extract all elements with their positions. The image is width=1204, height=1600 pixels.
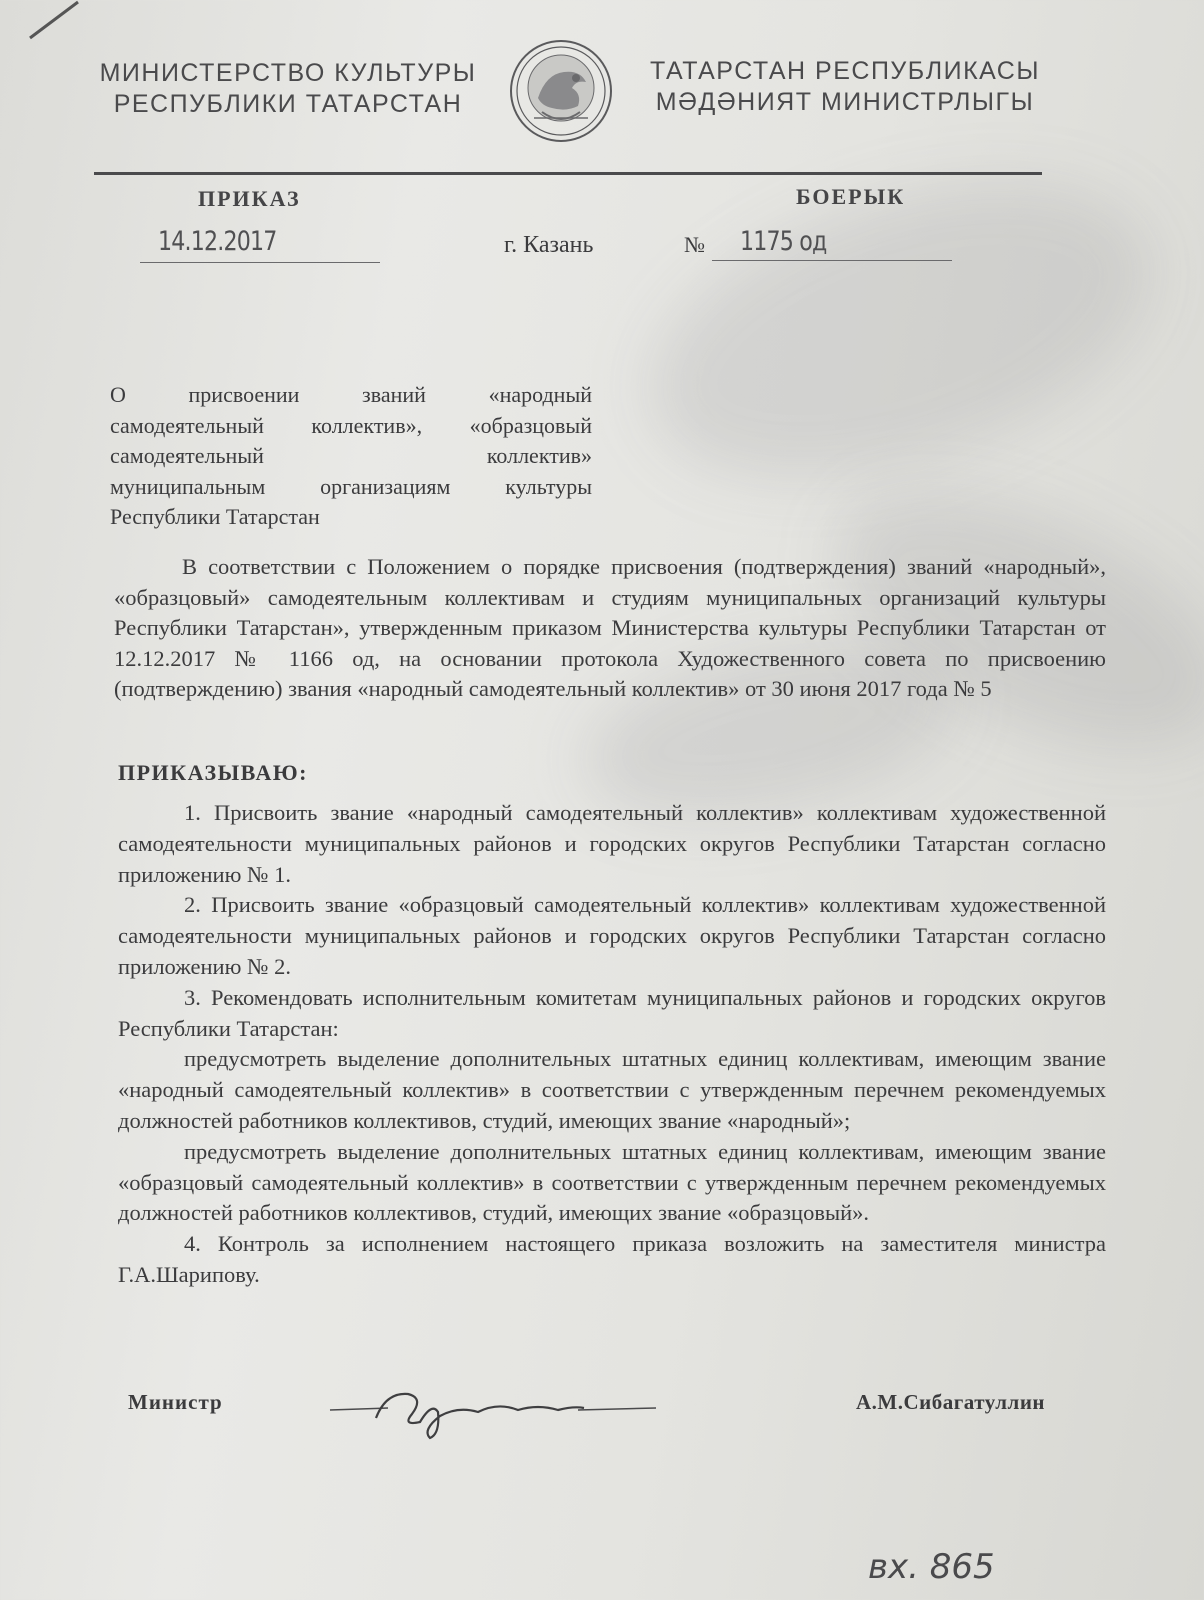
date-underline bbox=[140, 262, 380, 263]
order-date: 14.12.2017 bbox=[158, 226, 277, 257]
order-item: предусмотреть выделение дополнительных штатных единиц коллективам, имеющим звание «народный самодеятельный коллектив» в соответствии с утвержденным перечнем рекомендуемых должностей работников коллективов, студий, имеющих звание «народный»; bbox=[118, 1046, 1106, 1133]
header-left-line1: МИНИСТЕРСТВО КУЛЬТУРЫ bbox=[99, 59, 477, 87]
subject-line: Республики Татарстан bbox=[110, 504, 320, 529]
incoming-registration-mark bbox=[866, 1534, 1016, 1594]
header-left-line2: РЕСПУБЛИКИ ТАТАРСТАН bbox=[113, 90, 463, 118]
order-title-tt: БОЕРЫК bbox=[796, 184, 906, 209]
subject-line: муниципальным организациям культуры bbox=[110, 473, 592, 499]
ministry-header-ru bbox=[98, 58, 478, 120]
order-title-ru: ПРИКАЗ bbox=[198, 186, 301, 211]
coat-of-arms-icon bbox=[506, 36, 616, 146]
order-item: предусмотреть выделение дополнительных штатных единиц коллективам, имеющим звание «образцовый самодеятельный коллектив» в соответствии с утвержденным перечнем рекомендуемых должностей работников коллективов, студий, имеющих звание «образцовый». bbox=[118, 1138, 1106, 1226]
corner-pen-mark bbox=[0, 0, 90, 40]
incoming-mark-text: вх. 865 bbox=[868, 1547, 995, 1587]
subject-line: О присвоении званий «народный bbox=[110, 382, 592, 407]
signature-icon bbox=[328, 1372, 658, 1442]
preamble-block bbox=[114, 552, 1106, 705]
signatory-title: Министр bbox=[128, 1390, 223, 1414]
ministry-header-tt bbox=[650, 56, 1040, 118]
order-item: 3. Рекомендовать исполнительным комитетам муниципальных районов и городских округов Республики Татарстан: bbox=[118, 984, 1106, 1041]
subject-line: самодеятельный коллектив» bbox=[110, 443, 592, 468]
order-number: 1175 од bbox=[740, 226, 827, 257]
preamble-text: В соответствии с Положением о порядке присвоения (подтверждения) званий «народный», «образцовый» самодеятельным коллективам и студиям муниципальных организаций культуры Республики Татарстан», утвержденным приказом Министерства культуры Республики Татарстан от 12.12.2017 № 1166 од, на основании протокола Художественного совета по присвоению (подтверждению) звания «народный самодеятельный коллектив» от 30 июня 2017 года № 5 bbox=[114, 554, 1106, 701]
number-underline bbox=[712, 260, 952, 261]
order-item: 1. Присвоить звание «народный самодеятельный коллектив» коллективам художественной самодеятельности муниципальных районов и городских округов Республики Татарстан согласно приложению № 1. bbox=[118, 800, 1106, 887]
signatory-name: А.М.Сибагатуллин bbox=[856, 1390, 1046, 1414]
order-items bbox=[118, 798, 1106, 1291]
order-item: 4. Контроль за исполнением настоящего приказа возложить на заместителя министра Г.А.Шарипову. bbox=[118, 1231, 1106, 1287]
order-directive-heading: ПРИКАЗЫВАЮ: bbox=[118, 760, 308, 785]
header-right-line2: МӘДӘНИЯТ МИНИСТРЛЫГЫ bbox=[655, 88, 1035, 116]
order-city: г. Казань bbox=[504, 232, 594, 258]
header-divider bbox=[94, 172, 1042, 175]
subject-line: самодеятельный коллектив», «образцовый bbox=[110, 412, 592, 438]
header-right-line1: ТАТАРСТАН РЕСПУБЛИКАСЫ bbox=[650, 57, 1040, 85]
order-number-label: № bbox=[684, 232, 705, 257]
order-subject bbox=[110, 380, 592, 533]
order-item: 2. Присвоить звание «образцовый самодеятельный коллектив» коллективам художественной самодеятельности муниципальных районов и городских округов Республики Татарстан согласно приложению № 2. bbox=[118, 892, 1106, 979]
